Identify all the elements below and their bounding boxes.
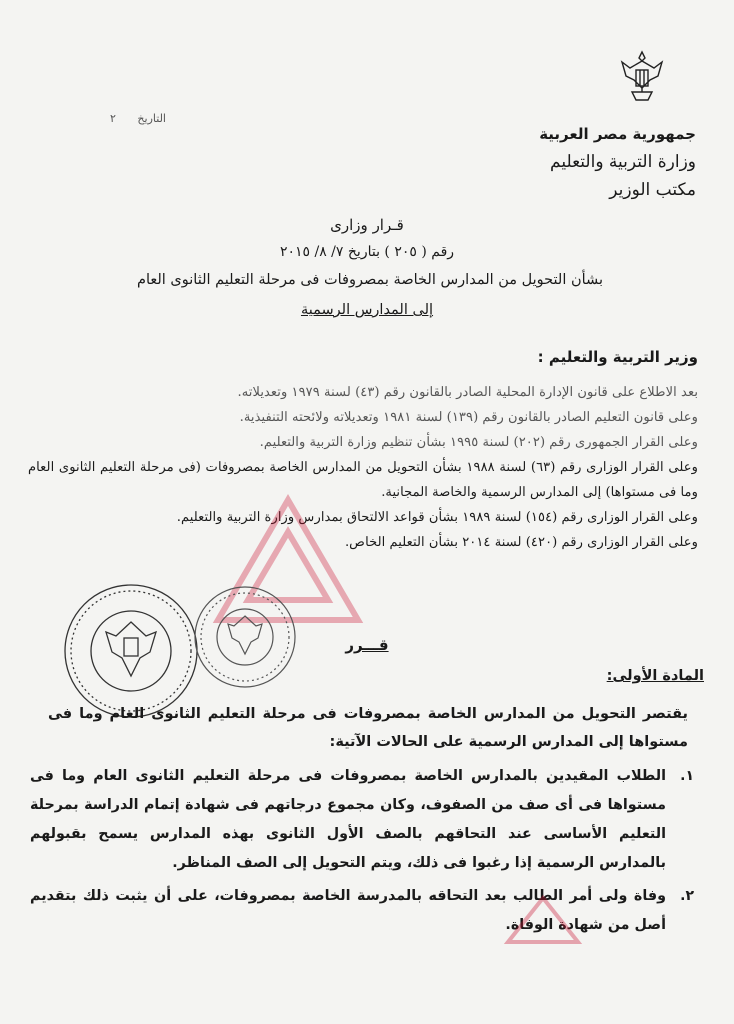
decided-heading xyxy=(0,636,734,654)
decree-number: رقم ( ٢٠٥ ) بتاريخ ٧/ ٨/ ٢٠١٥ xyxy=(279,244,455,260)
recital-item: بعد الاطلاع على قانون الإدارة المحلية الصادر بالقانون رقم (٤٣) لسنة ١٩٧٩ وتعديلاته. xyxy=(237,385,698,400)
article-one-items xyxy=(30,762,694,944)
list-item-text: الطلاب المقيدين بالمدارس الخاصة بمصروفات فى مرحلة التعليم الثانوى العام وما فى مستواها فى أى صف من الصفوف، وكان مجموع درجاتهم فى شهادة إتمام الدراسة بمرحلة التعليم الأساسى عند التحاقهم بالصف الأول الثانوى بهذه المدارس يسمح بقبولهم بالمدارس الرسمية إذا رغبوا فى ذلك، ويتم التحويل إلى الصف المناظر. xyxy=(30,768,666,871)
decree-subject-line2: إلى المدارس الرسمية xyxy=(300,302,434,318)
egypt-eagle-emblem-icon xyxy=(618,48,666,108)
list-item-text: وفاة ولى أمر الطالب بعد التحاقه بالمدرسة الخاصة بمصروفات، على أن يثبت ذلك بتقديم أصل من شهادة الوفاة. xyxy=(30,888,666,933)
date-label: التاريخ xyxy=(137,112,166,125)
watermark-logo-small-icon xyxy=(498,890,588,950)
list-item-number: ٢. xyxy=(680,888,694,904)
article-one-intro-text: يقتصر التحويل من المدارس الخاصة بمصروفات فى مرحلة التعليم الثانوى العام وما فى مستواها إلى المدارس الرسمية على الحالات الآتية: xyxy=(48,706,688,750)
ministry-header xyxy=(456,120,696,204)
recital-item: وعلى قانون التعليم الصادر بالقانون رقم (١٣٩) لسنة ١٩٨١ وتعديلاته ولائحته التنفيذية. xyxy=(239,410,698,425)
decree-title: قـرار وزارى xyxy=(330,216,404,234)
date-line xyxy=(110,112,166,125)
ministry-line-country: جمهورية مصر العربية xyxy=(539,125,696,143)
list-item-number: ١. xyxy=(680,768,694,784)
recital-item: وعلى القرار الوزارى رقم (١٥٤) لسنة ١٩٨٩ بشأن قواعد الالتحاق بمدارس وزارة التربية والتعليم. xyxy=(176,510,698,525)
list-item xyxy=(30,762,694,878)
decree-subject-line1: بشأن التحويل من المدارس الخاصة بمصروفات فى مرحلة التعليم الثانوى العام xyxy=(136,272,604,288)
date-value: ٢ xyxy=(110,112,116,125)
recital-item: وعلى القرار الوزارى رقم (٤٢٠) لسنة ٢٠١٤ بشأن التعليم الخاص. xyxy=(344,535,698,550)
ministry-line-ministry: وزارة التربية والتعليم xyxy=(550,152,696,172)
article-one-heading: المادة الأولى: xyxy=(606,668,704,684)
recital-item: وعلى القرار الجمهورى رقم (٢٠٢) لسنة ١٩٩٥ بشأن تنظيم وزارة التربية والتعليم. xyxy=(259,435,698,450)
ministry-line-office: مكتب الوزير xyxy=(609,180,696,200)
minister-heading: وزير التربية والتعليم : xyxy=(537,348,698,366)
decided-text: قـــرر xyxy=(345,636,389,654)
article-one-intro xyxy=(48,700,688,756)
list-item xyxy=(30,882,694,940)
recital-item: وعلى القرار الوزارى رقم (٦٣) لسنة ١٩٨٨ بشأن التحويل من المدارس الخاصة بمصروفات (فى مرحلة التعليم الثانوى العام وما فى مستواها) إلى المدارس الرسمية والخاصة المجانية. xyxy=(28,460,698,500)
